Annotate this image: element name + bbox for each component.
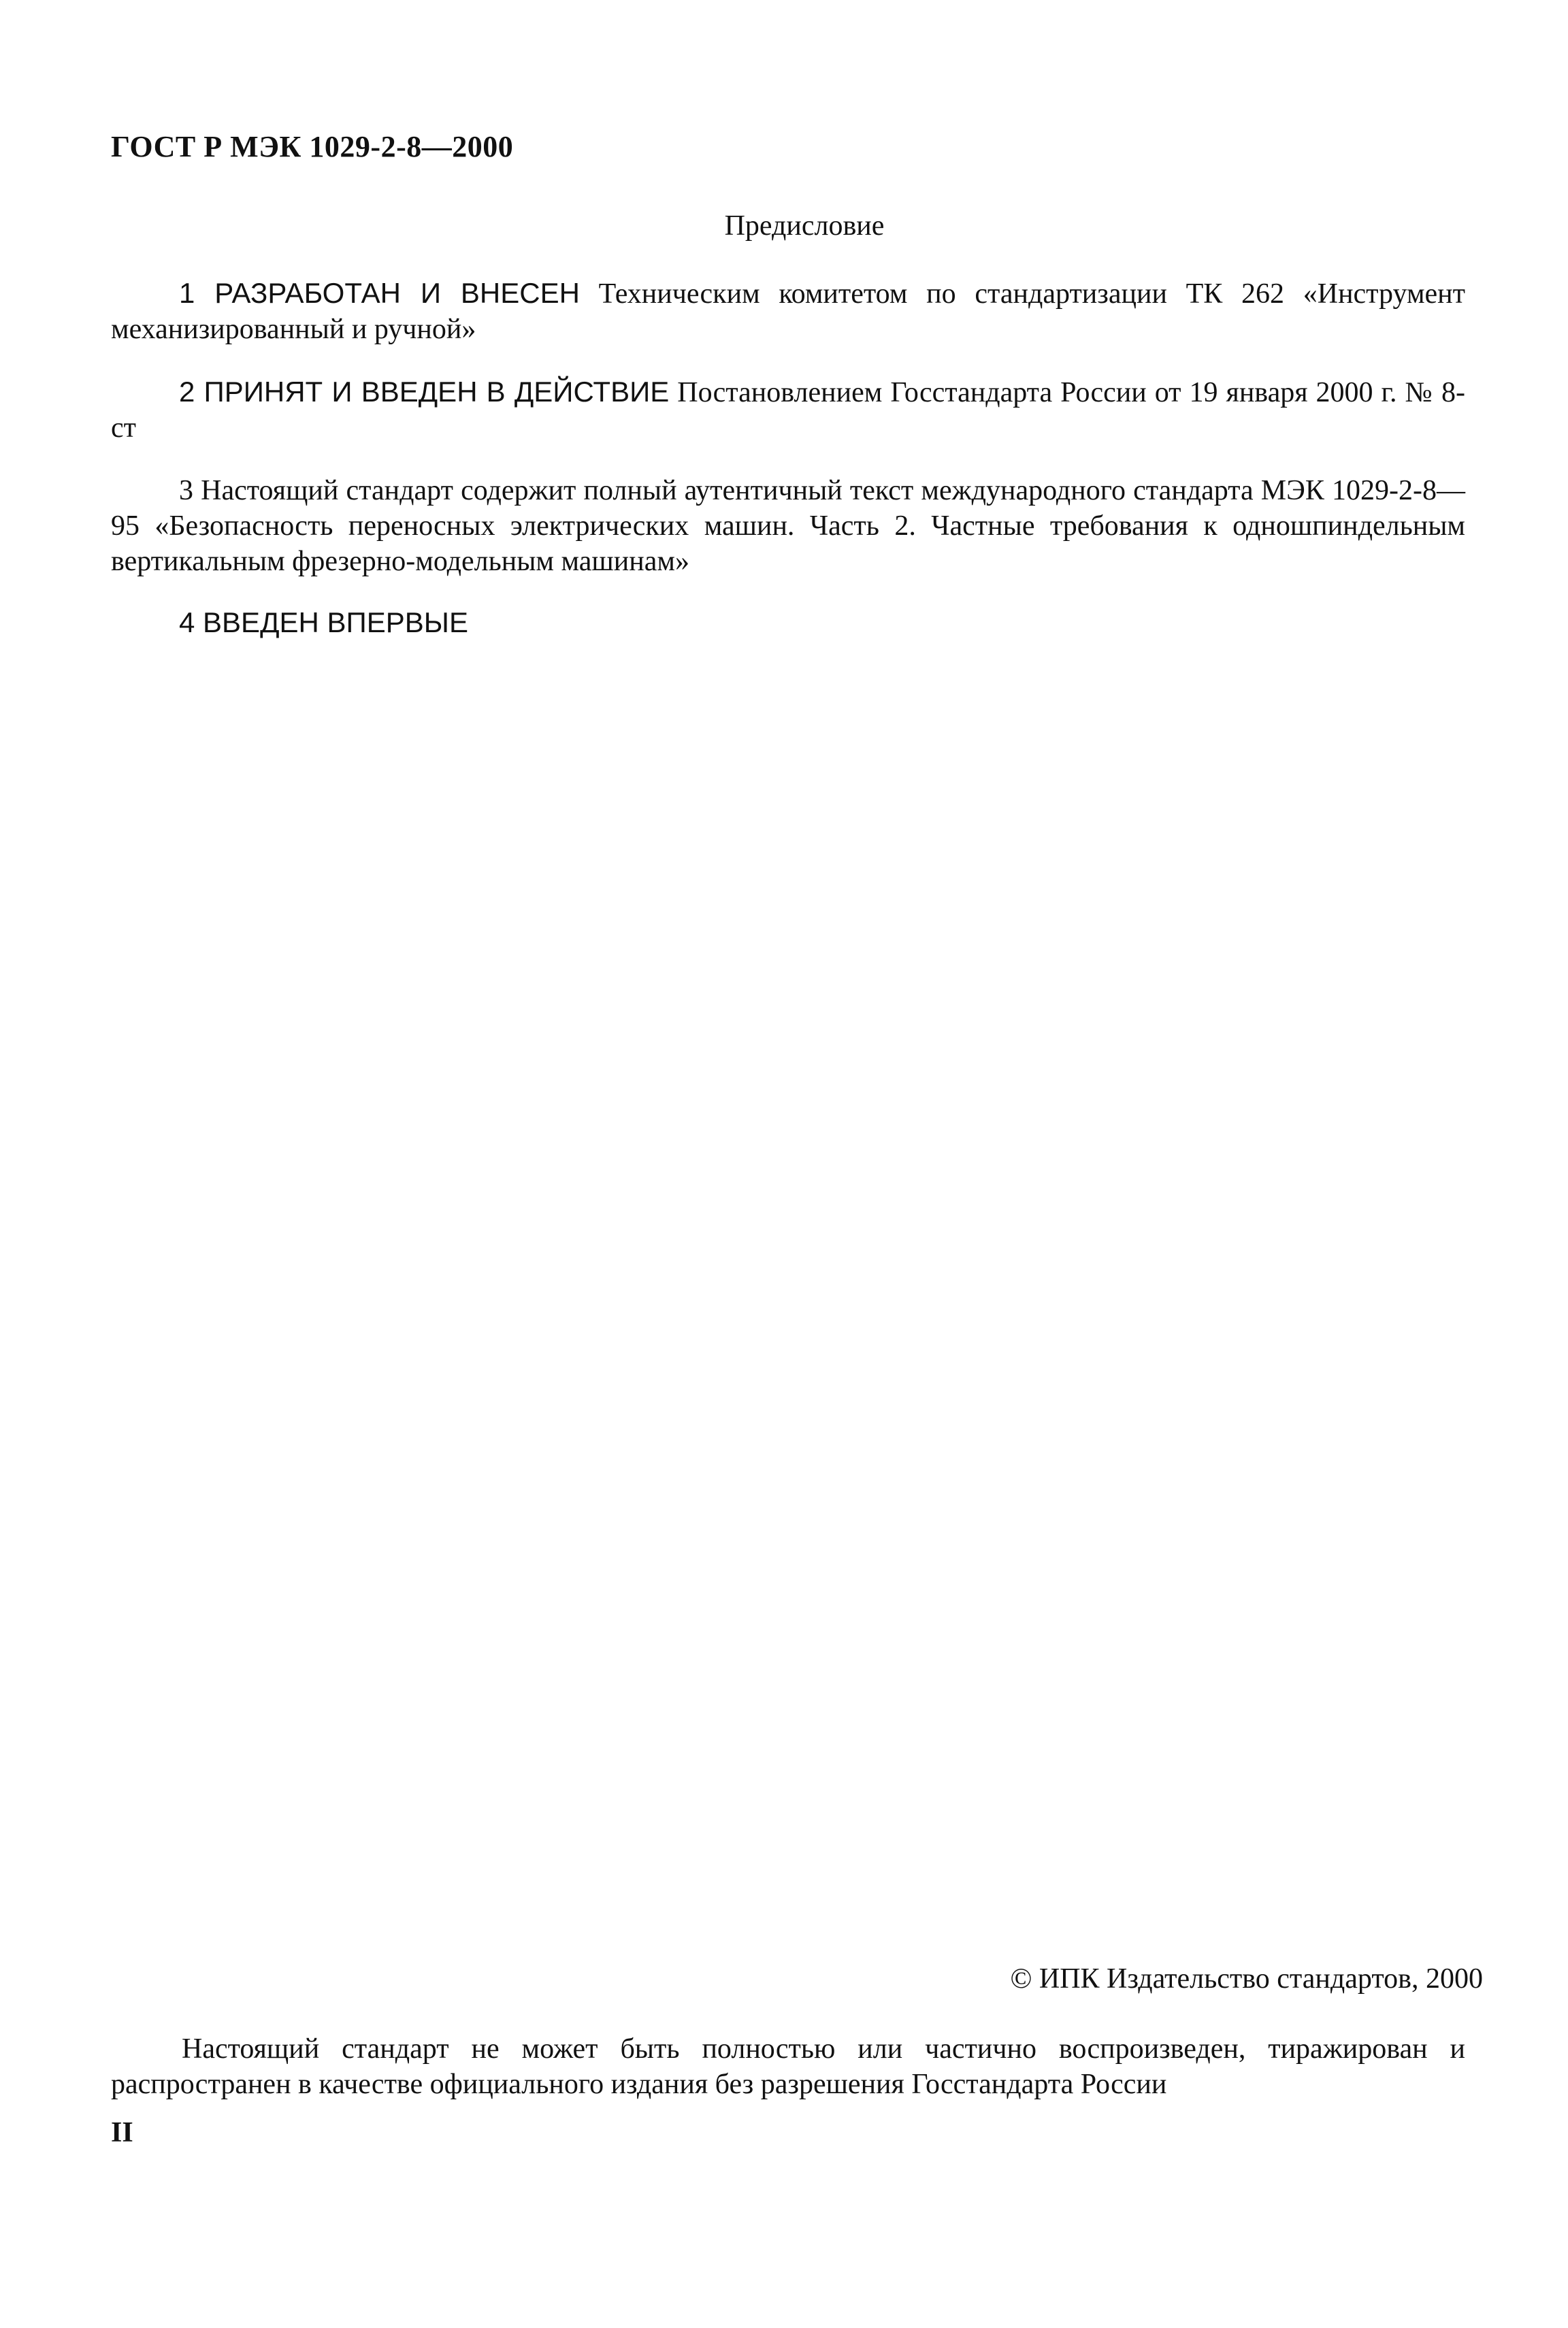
copyright-line: © ИПК Издательство стандартов, 2000	[1010, 1963, 1483, 1995]
page-number: II	[111, 2117, 133, 2148]
preface-item-3-text: 3 Настоящий стандарт содержит полный аутентичный текст международного стандарта МЭК 1029-2-8—95 «Безопасность переносных электрических машин. Часть 2. Частные требования к одношпиндельным вертикальным фрезерно-модельным машинам»	[111, 475, 1465, 577]
preface-item-2	[111, 374, 1465, 446]
preface-item-2-text: Постановлением Госстандарта России от 19 января 2000 г. № 8-ст	[111, 377, 1465, 444]
preface-item-4-lead: 4 ВВЕДЕН ВПЕРВЫЕ	[179, 606, 468, 638]
preface-item-2-lead: 2 ПРИНЯТ И ВВЕДЕН В ДЕЙСТВИЕ	[179, 376, 670, 408]
document-code: ГОСТ Р МЭК 1029-2-8—2000	[111, 130, 514, 163]
preface-item-4	[111, 605, 1465, 641]
preface-item-1-lead: 1 РАЗРАБОТАН И ВНЕСЕН	[179, 277, 580, 309]
preface-item-1	[111, 276, 1465, 347]
reproduction-notice: Настоящий стандарт не может быть полностью или частично воспроизведен, тиражирован и распространен в качестве официального издания без разрешения Госстандарта России	[111, 2033, 1465, 2100]
preface-item-3	[111, 473, 1465, 579]
preface-item-1-text: Техническим комитетом по стандартизации ТК 262 «Инструмент механизированный и ручной»	[111, 278, 1465, 345]
preface-title: Предисловие	[724, 210, 885, 242]
